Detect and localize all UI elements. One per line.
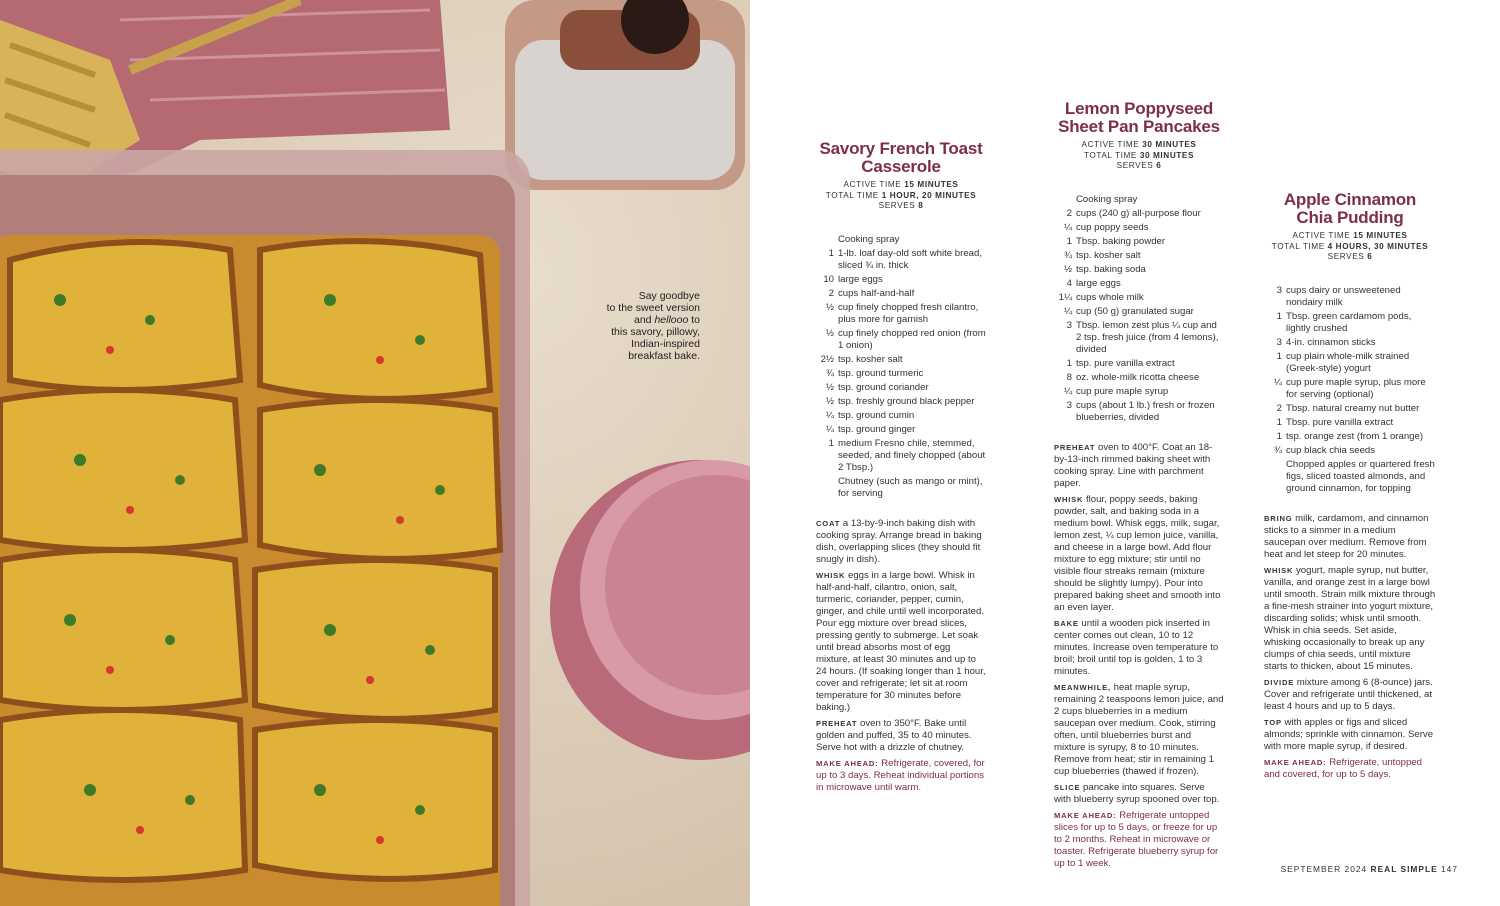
- ingredient-text: Tbsp. pure vanilla extract: [1286, 416, 1394, 428]
- method-steps: [1054, 442, 1224, 870]
- method-step: [816, 518, 986, 566]
- step-lead: COAT: [816, 518, 841, 528]
- ingredient-item: [816, 410, 986, 422]
- step-lead: PREHEAT: [816, 718, 858, 728]
- make-ahead-label: MAKE AHEAD:: [1054, 810, 1117, 820]
- ingredient-quantity: 3: [1276, 284, 1282, 296]
- ingredient-text: tsp. ground turmeric: [838, 367, 924, 379]
- ingredient-text: cup poppy seeds: [1076, 221, 1149, 233]
- ingredient-item: [816, 368, 986, 380]
- method-step: [816, 570, 986, 714]
- ingredient-text: large eggs: [1076, 277, 1121, 289]
- step-text: yogurt, maple syrup, nut butter, vanilla, and orange zest in a large bowl until smooth. Strain milk mixture through a fine-mesh strainer into yogurt mixture, discarding solids; whisk until smooth. Whisk in chia seeds. Set aside, whisking occasionally to break up any clumps of chia seeds, until mixture starts to thicken, about 15 minutes.: [1264, 564, 1436, 672]
- make-ahead-note: [1054, 810, 1224, 870]
- ingredient-quantity: 3: [1066, 319, 1072, 331]
- ingredient-text: cup (50 g) granulated sugar: [1076, 305, 1194, 317]
- ingredient-text: tsp. ground coriander: [838, 381, 929, 393]
- ingredient-quantity: ¼: [825, 423, 834, 435]
- ingredient-item: [1054, 236, 1224, 248]
- step-lead: SLICE: [1054, 782, 1081, 792]
- step-text: mixture among 6 (8-ounce) jars. Cover and refrigerate until thickened, at least 4 hours and up to 5 days.: [1264, 676, 1433, 712]
- ingredient-text: 1-lb. loaf day-old soft white bread, sliced ¾ in. thick: [838, 247, 982, 271]
- ingredient-text: Cooking spray: [1076, 193, 1138, 205]
- ingredient-text: tsp. pure vanilla extract: [1076, 357, 1175, 369]
- ingredient-item: [816, 302, 986, 326]
- ingredient-text: cup finely chopped fresh cilantro, plus more for garnish: [838, 301, 979, 325]
- step-lead: WHISK: [1054, 494, 1084, 504]
- ingredient-item: [1054, 222, 1224, 234]
- recipe-meta: ACTIVE TIME 15 MINUTES TOTAL TIME 1 HOUR, 20 MINUTES SERVES 8: [825, 180, 977, 210]
- make-ahead-note: [816, 758, 986, 794]
- make-ahead-note: [1264, 757, 1436, 781]
- ingredient-quantity: 2½: [820, 353, 834, 365]
- ingredient-text: tsp. kosher salt: [1076, 249, 1141, 261]
- ingredient-item: [1054, 292, 1224, 304]
- ingredient-item: [1264, 377, 1436, 401]
- make-ahead-label: MAKE AHEAD:: [1264, 757, 1327, 767]
- step-lead: DIVIDE: [1264, 677, 1295, 687]
- ingredient-item: [1264, 285, 1436, 309]
- ingredient-quantity: ¾: [1063, 249, 1072, 261]
- recipe-title: Lemon Poppyseed Sheet Pan Pancakes: [1058, 99, 1220, 136]
- make-ahead-text: Refrigerate, covered, for up to 3 days. Reheat individual portions in microwave until warm.: [816, 757, 985, 793]
- photo-caption: [560, 290, 700, 362]
- caption-line: and hellooo to: [634, 314, 700, 326]
- ingredient-item: [1054, 386, 1224, 398]
- caption-line: Say goodbye: [638, 290, 700, 302]
- recipe-apple-cinnamon-chia: [1264, 191, 1436, 785]
- ingredient-quantity: 8: [1066, 371, 1072, 383]
- ingredient-quantity: ½: [825, 301, 834, 313]
- ingredient-text: tsp. orange zest (from 1 orange): [1286, 430, 1424, 442]
- ingredient-quantity: ½: [825, 395, 834, 407]
- ingredient-quantity: ¼: [825, 409, 834, 421]
- caption-line: Indian-inspired: [631, 338, 700, 350]
- ingredient-list: [816, 234, 986, 500]
- ingredient-item: [1264, 403, 1436, 415]
- method-step: [1054, 618, 1224, 678]
- ingredient-item: [1054, 278, 1224, 290]
- ingredient-text: large eggs: [838, 273, 883, 285]
- ingredient-item: [816, 328, 986, 352]
- step-text: milk, cardamom, and cinnamon sticks to a simmer in a medium saucepan over medium. Remove from heat and let steep for 20 minutes.: [1264, 512, 1429, 560]
- ingredient-quantity: [816, 234, 838, 246]
- step-lead: WHISK: [816, 570, 846, 580]
- ingredient-item: [1054, 358, 1224, 370]
- ingredient-item: [1264, 431, 1436, 443]
- ingredient-quantity: 2: [828, 287, 834, 299]
- ingredient-list: [1054, 194, 1224, 424]
- recipe-lemon-poppyseed-pancakes: [1054, 100, 1224, 874]
- make-ahead-text: Refrigerate, untopped and covered, for up to 5 days.: [1264, 756, 1423, 780]
- ingredient-quantity: 2: [1066, 207, 1072, 219]
- ingredient-item: [1264, 351, 1436, 375]
- caption-line: this savory, pillowy,: [611, 326, 700, 338]
- step-lead: PREHEAT: [1054, 442, 1096, 452]
- caption-line: to the sweet version: [606, 302, 700, 314]
- step-lead: BRING: [1264, 513, 1293, 523]
- ingredient-quantity: 10: [823, 273, 834, 285]
- ingredient-text: Chutney (such as mango or mint), for serving: [838, 475, 983, 499]
- method-steps: [816, 518, 986, 794]
- method-step: [1264, 677, 1436, 713]
- ingredient-quantity: ½: [825, 381, 834, 393]
- page-number: 147: [1441, 864, 1458, 874]
- recipe-meta: ACTIVE TIME 15 MINUTES TOTAL TIME 4 HOURS, 30 MINUTES SERVES 6: [1271, 231, 1429, 261]
- method-step: [1264, 717, 1436, 753]
- step-text: oven to 400°F. Coat an 18-by-13-inch rimmed baking sheet with cooking spray. Line with parchment paper.: [1054, 441, 1213, 489]
- ingredient-quantity: 1: [1276, 416, 1282, 428]
- ingredient-quantity: ½: [1063, 263, 1072, 275]
- ingredient-text: cups dairy or unsweetened nondairy milk: [1286, 284, 1401, 308]
- ingredient-quantity: ¾: [825, 367, 834, 379]
- ingredient-item: [816, 476, 986, 500]
- ingredient-item: [1054, 320, 1224, 356]
- ingredient-text: tsp. freshly ground black pepper: [838, 395, 975, 407]
- page-folio: [1281, 864, 1458, 874]
- ingredient-quantity: ¼: [1273, 376, 1282, 388]
- ingredient-quantity: ¾: [1273, 444, 1282, 456]
- ingredient-item: [1264, 337, 1436, 349]
- ingredient-text: cup black chia seeds: [1286, 444, 1376, 456]
- step-text: pancake into squares. Serve with blueberry syrup spooned over top.: [1054, 781, 1220, 805]
- ingredient-item: [816, 396, 986, 408]
- recipe-meta: ACTIVE TIME 30 MINUTES TOTAL TIME 30 MINUTES SERVES 6: [1081, 140, 1197, 170]
- ingredient-quantity: ¼: [1063, 221, 1072, 233]
- magazine-name: REAL SIMPLE: [1370, 864, 1438, 874]
- step-text: with apples or figs and sliced almonds; sprinkle with cinnamon. Serve with more maple syrup, if desired.: [1264, 716, 1434, 752]
- ingredient-item: [1054, 194, 1224, 206]
- step-lead: TOP: [1264, 717, 1282, 727]
- ingredient-item: [816, 354, 986, 366]
- method-steps: [1264, 513, 1436, 781]
- step-text: a 13-by-9-inch baking dish with cooking spray. Arrange bread in baking dish, overlapping slices (they should fit snugly in dish).: [816, 517, 982, 565]
- method-step: [1264, 565, 1436, 673]
- ingredient-text: tsp. ground ginger: [838, 423, 916, 435]
- ingredient-text: tsp. ground cumin: [838, 409, 915, 421]
- ingredient-item: [1054, 250, 1224, 262]
- ingredient-text: oz. whole-milk ricotta cheese: [1076, 371, 1200, 383]
- ingredient-item: [816, 382, 986, 394]
- ingredient-item: [1264, 459, 1436, 495]
- ingredient-text: cups whole milk: [1076, 291, 1144, 303]
- ingredient-item: [816, 274, 986, 286]
- ingredient-quantity: [1054, 194, 1076, 206]
- ingredient-quantity: 4: [1066, 277, 1072, 289]
- ingredient-quantity: 1: [1066, 235, 1072, 247]
- ingredient-item: [1054, 400, 1224, 424]
- ingredient-quantity: [816, 476, 838, 500]
- ingredient-text: Tbsp. baking powder: [1076, 235, 1166, 247]
- ingredient-quantity: ¼: [1063, 305, 1072, 317]
- ingredient-item: [816, 248, 986, 272]
- step-lead: BAKE: [1054, 618, 1079, 628]
- recipe-page: [750, 0, 1500, 906]
- ingredient-quantity: 1: [1276, 310, 1282, 322]
- ingredient-item: [816, 234, 986, 246]
- ingredient-item: [816, 288, 986, 300]
- ingredient-item: [1054, 372, 1224, 384]
- ingredient-text: Tbsp. natural creamy nut butter: [1286, 402, 1420, 414]
- step-text: oven to 350°F. Bake until golden and puffed, 35 to 40 minutes. Serve hot with a drizzle of chutney.: [816, 717, 972, 753]
- ingredient-item: [1264, 445, 1436, 457]
- ingredient-quantity: 3: [1066, 399, 1072, 411]
- ingredient-text: Tbsp. green cardamom pods, lightly crushed: [1286, 310, 1412, 334]
- ingredient-text: tsp. baking soda: [1076, 263, 1146, 275]
- ingredient-text: Chopped apples or quartered fresh figs, sliced toasted almonds, and ground cinnamon, for topping: [1286, 458, 1435, 494]
- ingredient-text: tsp. kosher salt: [838, 353, 903, 365]
- ingredient-quantity: ½: [825, 327, 834, 339]
- ingredient-quantity: [1264, 459, 1286, 495]
- ingredient-item: [816, 424, 986, 436]
- ingredient-quantity: ¼: [1063, 385, 1072, 397]
- ingredient-text: cup pure maple syrup, plus more for serving (optional): [1286, 376, 1426, 400]
- recipe-title: Apple Cinnamon Chia Pudding: [1283, 190, 1417, 227]
- issue-date: SEPTEMBER 2024: [1280, 864, 1368, 874]
- ingredient-text: cup plain whole-milk strained (Greek-style) yogurt: [1286, 350, 1410, 374]
- ingredient-text: cups half-and-half: [838, 287, 915, 299]
- ingredient-item: [1054, 306, 1224, 318]
- make-ahead-text: Refrigerate untopped slices for up to 5 days, or freeze for up to 2 months. Reheat in microwave or toaster. Refrigerate blueberry syrup for up to 1 week.: [1054, 809, 1219, 869]
- method-step: [1264, 513, 1436, 561]
- ingredient-quantity: 1: [1276, 430, 1282, 442]
- ingredient-text: cups (about 1 lb.) fresh or frozen blueberries, divided: [1076, 399, 1215, 423]
- method-step: [1054, 782, 1224, 806]
- method-step: [816, 718, 986, 754]
- ingredient-quantity: 2: [1276, 402, 1282, 414]
- recipe-savory-french-toast: [816, 140, 986, 798]
- ingredient-text: Cooking spray: [838, 233, 900, 245]
- ingredient-item: [1264, 417, 1436, 429]
- ingredient-text: cup finely chopped red onion (from 1 onion): [838, 327, 986, 351]
- ingredient-text: medium Fresno chile, stemmed, seeded, and finely chopped (about 2 Tbsp.): [838, 437, 986, 473]
- step-text: flour, poppy seeds, baking powder, salt, and baking soda in a medium bowl. Whisk eggs, milk, sugar, lemon zest, ¼ cup lemon juice, vanilla, and cheese in a large bowl. Add flour mixture to egg mixture; stir until no visible flour streaks remain (mixture should be slightly lumpy). Pour into prepared baking sheet and smooth into an even layer.: [1054, 493, 1221, 613]
- ingredient-quantity: 3: [1276, 336, 1282, 348]
- ingredient-quantity: 1: [828, 437, 834, 449]
- method-step: [1054, 494, 1224, 614]
- ingredient-text: cups (240 g) all-purpose flour: [1076, 207, 1201, 219]
- method-step: [1054, 682, 1224, 778]
- ingredient-item: [1054, 208, 1224, 220]
- ingredient-item: [816, 438, 986, 474]
- step-lead: WHISK: [1264, 565, 1294, 575]
- ingredient-item: [1054, 264, 1224, 276]
- caption-line: breakfast bake.: [628, 350, 700, 362]
- make-ahead-label: MAKE AHEAD:: [816, 758, 879, 768]
- step-text: until a wooden pick inserted in center comes out clean, 10 to 12 minutes. Increase oven temperature to broil; broil until top is golden, 1 to 3 minutes.: [1054, 617, 1219, 677]
- ingredient-text: Tbsp. lemon zest plus ¼ cup and 2 tsp. fresh juice (from 4 lemons), divided: [1076, 319, 1219, 355]
- step-text: heat maple syrup, remaining 2 teaspoons lemon juice, and 2 cups blueberries in a medium saucepan over medium. Cook, stirring often, until blueberries burst and mixture is syrupy, 8 to 10 minutes. Remove from heat; stir in remaining 1 cup blueberries (thawed if frozen).: [1054, 681, 1224, 777]
- recipe-title: Savory French Toast Casserole: [819, 139, 983, 176]
- ingredient-list: [1264, 285, 1436, 495]
- ingredient-item: [1264, 311, 1436, 335]
- ingredient-quantity: 1: [1276, 350, 1282, 362]
- ingredient-text: 4-in. cinnamon sticks: [1286, 336, 1376, 348]
- step-text: eggs in a large bowl. Whisk in half-and-half, cilantro, onion, salt, turmeric, coriander, pepper, cumin, ginger, and chile until well incorporated. Pour egg mixture over bread slices, pressing gently to submerge. Let soak until bread absorbs most of egg mixture, at least 30 minutes and up to 24 hours. (If soaking longer than 1 hour, cover and refrigerate; let sit at room temperature for 30 minutes before baking.): [816, 569, 986, 713]
- ingredient-quantity: 1: [1066, 357, 1072, 369]
- ingredient-quantity: 1: [828, 247, 834, 259]
- ingredient-text: cup pure maple syrup: [1076, 385, 1169, 397]
- step-lead: MEANWHILE,: [1054, 682, 1111, 692]
- method-step: [1054, 442, 1224, 490]
- ingredient-quantity: 1¼: [1058, 291, 1072, 303]
